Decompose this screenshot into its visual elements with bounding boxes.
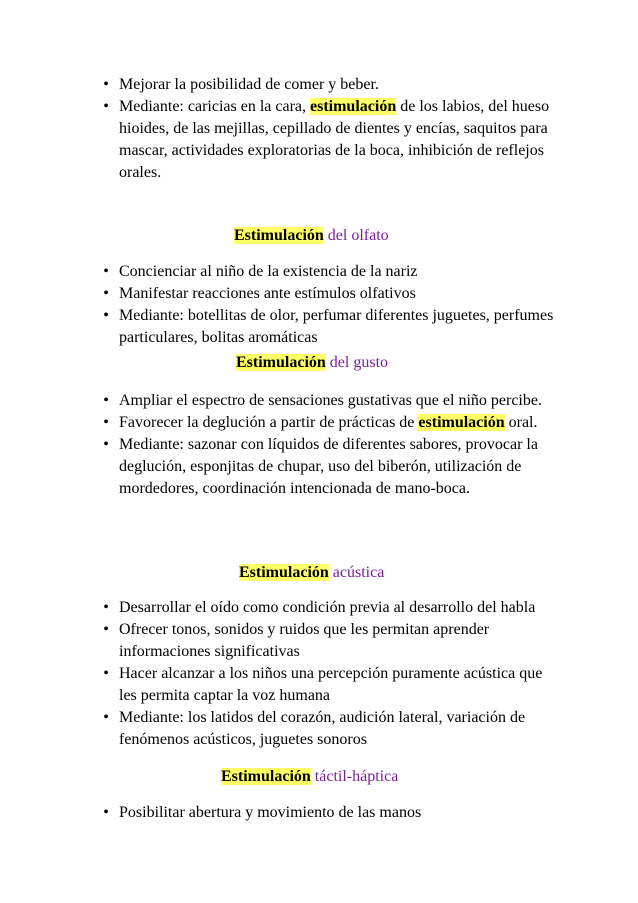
olfato-bullet-list — [0, 261, 638, 349]
bullet-icon: • — [103, 804, 109, 821]
list-item-text: Mejorar la posibilidad de comer y beber. — [119, 76, 379, 93]
bullet-icon: • — [103, 392, 109, 409]
highlighted-term: Estimulación — [236, 354, 326, 371]
list-item — [0, 390, 559, 412]
list-item — [0, 707, 559, 751]
section-heading-acustica — [239, 562, 384, 584]
list-item-text: Mediante: botellitas de olor, perfumar diferentes juguetes, perfumes particulares, bolitas aromáticas — [119, 307, 554, 346]
list-item-text: Mediante: caricias en la cara, — [119, 98, 310, 115]
list-item-text: Ofrecer tonos, sonidos y ruidos que les permitan aprender informaciones significativas — [119, 621, 490, 660]
list-item — [0, 412, 559, 434]
bullet-icon: • — [103, 285, 109, 302]
highlighted-term: Estimulación — [234, 227, 324, 244]
list-item — [0, 802, 559, 824]
bullet-icon: • — [103, 599, 109, 616]
list-item — [0, 283, 559, 305]
list-item-text: Favorecer la deglución a partir de prácticas de — [119, 414, 419, 431]
list-item-text: Posibilitar abertura y movimiento de las manos — [119, 804, 422, 821]
heading-rest: acústica — [328, 564, 385, 581]
heading-rest: del olfato — [323, 227, 389, 244]
list-item-text: Mediante: los latidos del corazón, audición lateral, variación de fenómenos acústicos, juguetes sonoros — [119, 709, 526, 748]
list-item — [0, 305, 559, 349]
heading-rest: del gusto — [325, 354, 389, 371]
section-heading-olfato — [234, 225, 389, 247]
list-item-text: Hacer alcanzar a los niños una percepción puramente acústica que les permita captar la voz humana — [119, 665, 543, 704]
bullet-icon: • — [103, 76, 109, 93]
intro-bullet-list — [0, 74, 638, 184]
list-item-text: Desarrollar el oído como condición previa al desarrollo del habla — [119, 599, 536, 616]
section-heading-tactil — [221, 766, 398, 788]
section-heading-gusto — [236, 352, 388, 374]
bullet-icon: • — [103, 263, 109, 280]
bullet-icon: • — [103, 307, 109, 324]
list-item — [0, 261, 559, 283]
heading-rest: táctil-háptica — [310, 768, 399, 785]
highlighted-term: Estimulación — [239, 564, 329, 581]
bullet-icon: • — [103, 621, 109, 638]
list-item — [0, 74, 559, 96]
bullet-icon: • — [103, 709, 109, 726]
bullet-icon: • — [103, 665, 109, 682]
acustica-bullet-list — [0, 597, 638, 751]
highlighted-term: estimulación — [418, 414, 505, 431]
list-item-text: Mediante: sazonar con líquidos de diferentes sabores, provocar la deglución, esponjitas de chupar, uso del biberón, utilización de mordedores, coordinación intencionada de mano-boca. — [119, 436, 538, 497]
list-item-text: oral. — [504, 414, 538, 431]
bullet-icon: • — [103, 98, 109, 115]
highlighted-term: estimulación — [310, 98, 397, 115]
list-item — [0, 96, 559, 184]
list-item — [0, 663, 559, 707]
highlighted-term: Estimulación — [221, 768, 311, 785]
tactil-bullet-list — [0, 802, 638, 824]
bullet-icon: • — [103, 414, 109, 431]
list-item-text: Ampliar el espectro de sensaciones gustativas que el niño percibe. — [119, 392, 542, 409]
list-item-text: de los labios, del hueso hioides, de las mejillas, cepillado de dientes y encías, saquitos para mascar, actividades exploratorias de la boca, inhibición de reflejos orales. — [119, 98, 550, 181]
list-item — [0, 619, 559, 663]
bullet-icon: • — [103, 436, 109, 453]
list-item-text: Manifestar reacciones ante estímulos olfativos — [119, 285, 416, 302]
gusto-bullet-list — [0, 390, 638, 500]
list-item-text: Concienciar al niño de la existencia de la nariz — [119, 263, 418, 280]
list-item — [0, 597, 559, 619]
list-item — [0, 434, 559, 500]
